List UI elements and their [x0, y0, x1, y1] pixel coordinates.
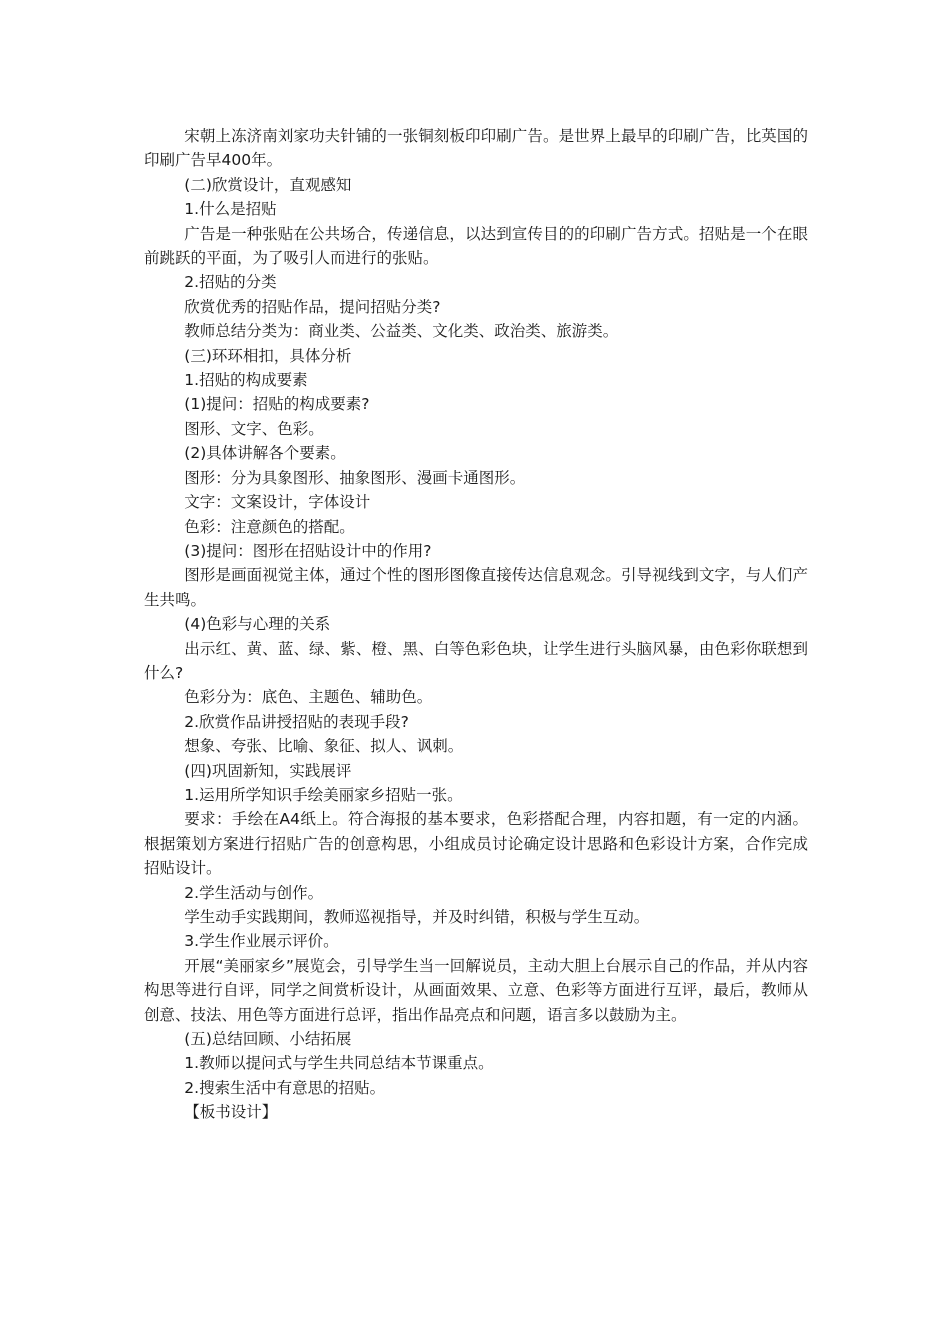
paragraph-color-brainstorm: 出示红、黄、蓝、绿、紫、橙、黑、白等色彩色块，让学生进行头脑风暴，由色彩你联想到什么? [144, 639, 808, 682]
subheading-hand-draw: 1.运用所学知识手绘美丽家乡招贴一张。 [184, 785, 463, 804]
subheading-evaluation: 3.学生作业展示评价。 [184, 932, 339, 951]
paragraph-color-types: 色彩分为：底色、主题色、辅助色。 [184, 688, 433, 707]
paragraph-historical-ad: 宋朝上冻济南刘家功夫针铺的一张铜刻板印印刷广告。是世界上最早的印刷广告，比英国的印刷广告早400年。 [144, 127, 808, 170]
subheading-what-is-poster: 1.什么是招贴 [184, 200, 277, 219]
paragraph-elements-list: 图形、文字、色彩。 [184, 419, 324, 438]
paragraph-appreciate-question: 欣赏优秀的招贴作品，提问招贴分类? [184, 297, 441, 316]
subheading-poster-types: 2.招贴的分类 [184, 273, 277, 292]
item-question-elements: (1)提问：招贴的构成要素? [184, 395, 370, 414]
subheading-summary: 1.教师以提问式与学生共同总结本节课重点。 [184, 1054, 494, 1073]
paragraph-activity: 学生动手实践期间，教师巡视指导，并及时纠错，积极与学生互动。 [184, 908, 650, 926]
subheading-search: 2.搜索生活中有意思的招贴。 [184, 1078, 386, 1097]
subheading-elements: 1.招贴的构成要素 [184, 371, 308, 390]
section-heading-3: (三)环环相扣，具体分析 [184, 346, 352, 365]
section-heading-2: (二)欣赏设计，直观感知 [184, 175, 352, 194]
paragraph-graphics-role: 图形是画面视觉主体，通过个性的图形图像直接传达信息观念。引导视线到文字，与人们产生共鸣。 [144, 566, 808, 609]
paragraph-graphics: 图形：分为具象图形、抽象图形、漫画卡通图形。 [184, 468, 526, 487]
paragraph-poster-definition: 广告是一种张贴在公共场合，传递信息，以达到宣传目的的印刷广告方式。招贴是一个在眼前跳跃的平面，为了吸引人而进行的张贴。 [144, 224, 808, 268]
item-color-psychology: (4)色彩与心理的关系 [184, 615, 331, 634]
paragraph-color: 色彩：注意颜色的搭配。 [184, 517, 355, 536]
paragraph-type-summary: 教师总结分类为：商业类、公益类、文化类、政治类、旅游类。 [184, 322, 619, 341]
section-heading-5: (五)总结回顾、小结拓展 [184, 1030, 352, 1049]
item-explain-elements: (2)具体讲解各个要素。 [184, 444, 346, 463]
blackboard-design-heading: 【板书设计】 [184, 1103, 278, 1122]
paragraph-requirements: 要求：手绘在A4纸上。符合海报的基本要求，色彩搭配合理，内容扣题，有一定的内涵。根据策划方案进行招贴广告的创意构思，小组成员讨论确定设计思路和色彩设计方案，合作完成招贴设计。 [144, 810, 808, 878]
subheading-activity: 2.学生活动与创作。 [184, 883, 324, 902]
subheading-expression-means: 2.欣赏作品讲授招贴的表现手段? [184, 712, 409, 731]
paragraph-expression-list: 想象、夸张、比喻、象征、拟人、讽刺。 [184, 737, 464, 756]
item-question-graphics-role: (3)提问：图形在招贴设计中的作用? [184, 541, 432, 560]
document-body [144, 124, 808, 1125]
paragraph-text: 文字：文案设计，字体设计 [184, 493, 371, 512]
paragraph-evaluation: 开展“美丽家乡”展览会，引导学生当一回解说员，主动大胆上台展示自己的作品，并从内容构思等进行自评，同学之间赏析设计，从画面效果、立意、色彩等方面进行互评，最后，教师从创意、技法、用色等方面进行总评，指出作品亮点和问题，语言多以鼓励为主。 [144, 956, 808, 1024]
section-heading-4: (四)巩固新知，实践展评 [184, 761, 352, 780]
